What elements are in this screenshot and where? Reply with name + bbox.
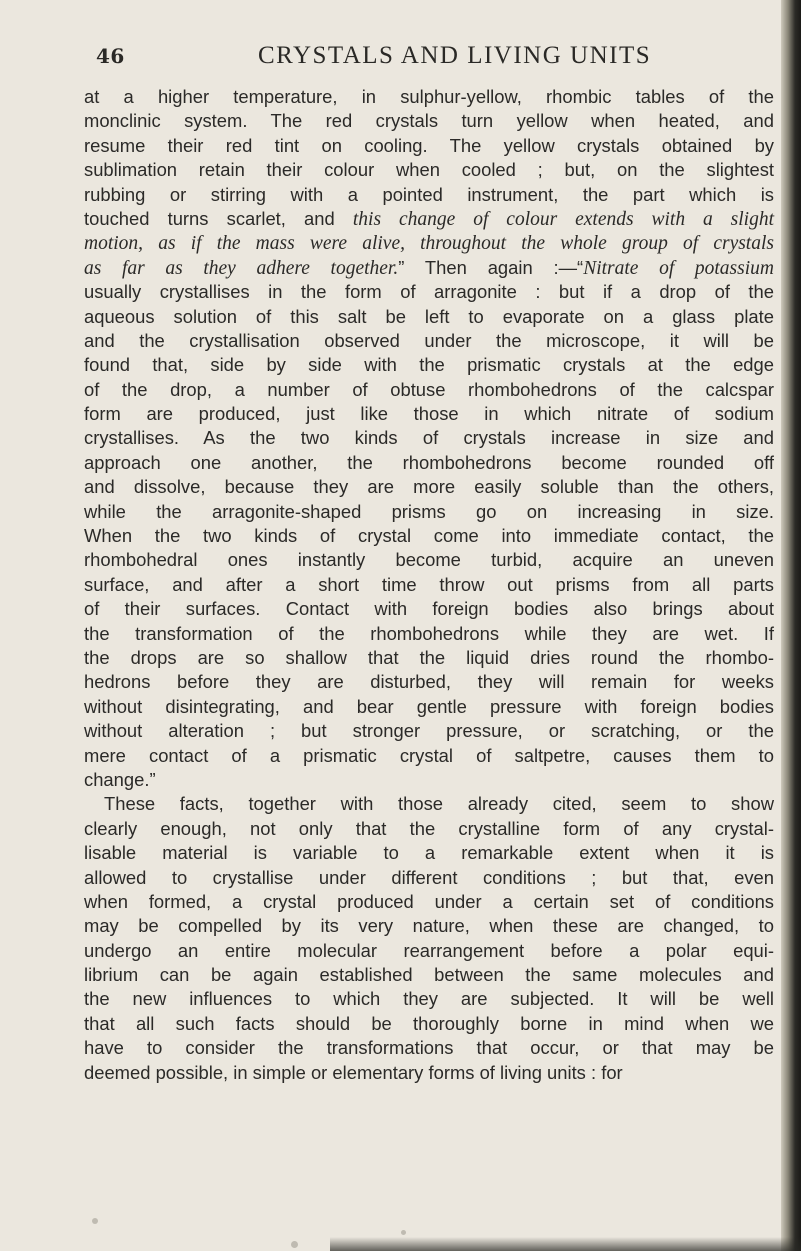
text-line bbox=[84, 817, 774, 841]
running-title: CRYSTALS AND LIVING UNITS bbox=[258, 42, 652, 69]
text-line bbox=[84, 646, 774, 670]
text-line bbox=[84, 451, 774, 475]
text-span: clearly enough, not only that the crystalline form of any crystal- bbox=[84, 817, 774, 839]
text-line bbox=[84, 231, 774, 255]
text-line bbox=[84, 500, 774, 524]
text-line bbox=[84, 841, 774, 865]
text-line bbox=[84, 353, 774, 377]
text-span: change.” bbox=[84, 768, 156, 790]
text-line bbox=[84, 987, 774, 1011]
page-header bbox=[96, 44, 776, 78]
text-line bbox=[84, 548, 774, 572]
page-bottom-shadow bbox=[330, 1237, 801, 1251]
book-spine-shadow bbox=[781, 0, 801, 1251]
text-span: resume their red tint on cooling. The yellow crystals obtained by bbox=[84, 134, 774, 156]
text-span: the transformation of the rhombohedrons while they are wet. If bbox=[84, 622, 774, 644]
text-span: without alteration ; but stronger pressure, or scratching, or the bbox=[84, 720, 774, 742]
text-span: monclinic system. The red crystals turn yellow when heated, and bbox=[84, 110, 774, 132]
text-span: have to consider the transformations that occur, or that may be bbox=[84, 1037, 774, 1059]
text-span: deemed possible, in simple or elementary forms of living units : for bbox=[84, 1061, 623, 1083]
text-span: while the arragonite-shaped prisms go on increasing in size. bbox=[84, 500, 774, 522]
body-text bbox=[84, 85, 774, 1085]
text-line bbox=[84, 573, 774, 597]
italic-span: Nitrate of potassium bbox=[583, 257, 774, 279]
text-span: that all such facts should be thoroughly borne in mind when we bbox=[84, 1012, 774, 1034]
text-line bbox=[84, 670, 774, 694]
text-span: ” Then again :—“ bbox=[398, 256, 584, 278]
text-span: allowed to crystallise under different conditions ; but that, even bbox=[84, 866, 774, 888]
text-span: of the drop, a number of obtuse rhombohedrons of the calcspar bbox=[84, 378, 774, 400]
text-line bbox=[84, 866, 774, 890]
text-line bbox=[84, 939, 774, 963]
italic-span: motion, as if the mass were alive, throughout the whole group of crystals bbox=[84, 233, 774, 255]
text-line bbox=[84, 597, 774, 621]
text-span: approach one another, the rhombohedrons become rounded off bbox=[84, 451, 774, 473]
text-line bbox=[84, 158, 774, 182]
text-span: rhombohedral ones instantly become turbid, acquire an uneven bbox=[84, 549, 774, 571]
text-line bbox=[84, 329, 774, 353]
text-line bbox=[84, 1012, 774, 1036]
text-line bbox=[84, 207, 774, 231]
text-line bbox=[84, 256, 774, 280]
text-line bbox=[84, 524, 774, 548]
text-span: at a higher temperature, in sulphur-yellow, rhombic tables of the bbox=[84, 86, 774, 107]
text-span: lisable material is variable to a remarkable extent when it is bbox=[84, 842, 774, 864]
text-line bbox=[84, 914, 774, 938]
text-span: form are produced, just like those in which nitrate of sodium bbox=[84, 403, 774, 425]
text-line bbox=[84, 963, 774, 987]
ink-smudge bbox=[92, 1218, 98, 1224]
text-line bbox=[84, 134, 774, 158]
text-line bbox=[84, 402, 774, 426]
text-line bbox=[84, 183, 774, 207]
text-span: crystallises. As the two kinds of crystals increase in size and bbox=[84, 427, 774, 449]
ink-smudge bbox=[291, 1241, 298, 1248]
text-span: surface, and after a short time throw out prisms from all parts bbox=[84, 573, 774, 595]
text-line bbox=[84, 378, 774, 402]
text-span: usually crystallises in the form of arragonite : but if a drop of the bbox=[84, 281, 774, 303]
text-span: the drops are so shallow that the liquid dries round the rhombo- bbox=[84, 646, 774, 668]
text-span: hedrons before they are disturbed, they will remain for weeks bbox=[84, 671, 774, 693]
text-line bbox=[84, 744, 774, 768]
text-span: rubbing or stirring with a pointed instrument, the part which is bbox=[84, 183, 774, 205]
text-line bbox=[84, 85, 774, 109]
text-line bbox=[84, 622, 774, 646]
text-span: These facts, together with those already cited, seem to show bbox=[104, 793, 774, 815]
text-line bbox=[84, 768, 774, 792]
text-span: of their surfaces. Contact with foreign bodies also brings about bbox=[84, 598, 774, 620]
text-span: without disintegrating, and bear gentle pressure with foreign bodies bbox=[84, 695, 774, 717]
italic-span: as far as they adhere together. bbox=[84, 257, 399, 279]
text-line bbox=[84, 1061, 774, 1085]
text-span: the new influences to which they are subjected. It will be well bbox=[84, 988, 774, 1010]
text-span: and dissolve, because they are more easily soluble than the others, bbox=[84, 476, 774, 498]
text-span: found that, side by side with the prismatic crystals at the edge bbox=[84, 354, 774, 376]
text-span: When the two kinds of crystal come into immediate contact, the bbox=[84, 525, 774, 547]
text-span: mere contact of a prismatic crystal of saltpetre, causes them to bbox=[84, 744, 774, 766]
text-span: undergo an entire molecular rearrangement before a polar equi- bbox=[84, 939, 774, 961]
text-line bbox=[84, 305, 774, 329]
text-span: may be compelled by its very nature, when these are changed, to bbox=[84, 915, 774, 937]
text-line bbox=[84, 426, 774, 450]
text-line bbox=[84, 1036, 774, 1060]
text-span: sublimation retain their colour when cooled ; but, on the slightest bbox=[84, 159, 774, 181]
text-line bbox=[84, 792, 774, 816]
text-span: and the crystallisation observed under the microscope, it will be bbox=[84, 329, 774, 351]
text-line bbox=[84, 695, 774, 719]
text-line bbox=[84, 280, 774, 304]
ink-smudge bbox=[401, 1230, 406, 1235]
text-span: when formed, a crystal produced under a certain set of conditions bbox=[84, 890, 774, 912]
text-span: librium can be again established between the same molecules and bbox=[84, 964, 774, 986]
text-line bbox=[84, 475, 774, 499]
text-span: aqueous solution of this salt be left to evaporate on a glass plate bbox=[84, 305, 774, 327]
italic-span: this change of colour extends with a slight bbox=[352, 208, 775, 230]
text-line bbox=[84, 109, 774, 133]
text-span: touched turns scarlet, and bbox=[84, 207, 353, 229]
text-line bbox=[84, 719, 774, 743]
page-number: 46 bbox=[96, 44, 125, 68]
text-line bbox=[84, 890, 774, 914]
